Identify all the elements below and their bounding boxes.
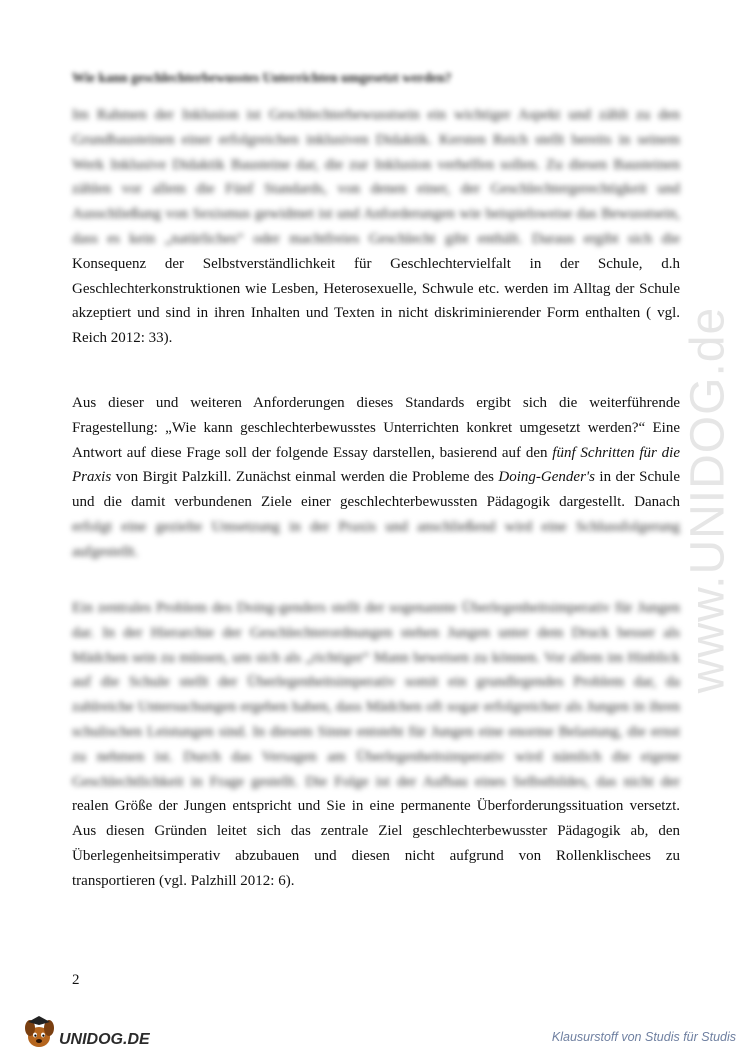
text-line <box>72 465 680 490</box>
watermark-text: www.UNIDOG.de <box>681 306 735 694</box>
text-segment: von Birgit Palzkill. Zunächst einmal werden die Probleme des <box>111 469 499 486</box>
text-line: Werk Inklusive Didaktik Bausteine dar, die zur Inklusion verhelfen sollen. Zu diesen Bausteinen <box>72 156 680 173</box>
text-line: und die damit verbundenen Ziele einer geschlechterbewussten Pädagogik dargestellt. Danach <box>72 494 680 511</box>
unidog-logo[interactable] <box>22 1012 162 1052</box>
text-segment: Antwort auf diese Frage soll der folgende Essay darstellen, basierend auf den <box>72 444 553 461</box>
text-line: Ein zentrales Problem des Doing-genders stellt der sogenannte Überlegenheitsimperativ für Jungen <box>72 600 680 616</box>
text-line: aufgestellt. <box>72 543 139 560</box>
text-line: Geschlechtlichkeit in Frage gestellt. Die Folge ist der Aufbau eines Selbstbildes, das nicht der <box>72 773 680 790</box>
text-line: transportieren (vgl. Palzhill 2012: 6). <box>72 872 295 889</box>
paragraph-3-blurred <box>72 596 680 794</box>
text-line: schulischen Leistungen sind. In diesem Sinne entsteht für Jungen eine enorme Belastung, die ernst <box>72 723 680 740</box>
text-line: Aus diesen Gründen leitet sich das zentrale Ziel geschlechterbewusster Pädagogik ab, den <box>72 823 680 840</box>
paragraph-1 <box>72 103 680 351</box>
text-line: Im Rahmen der Inklusion ist Geschlechterbewusstsein ein wichtiger Aspekt und zählt zu den <box>72 107 680 123</box>
text-line: Fragestellung: „Wie kann geschlechterbewusstes Unterrichten konkret umgesetzt werden?“ Eine <box>72 419 680 436</box>
text-segment: in der Schule <box>594 469 681 486</box>
text-line: Grundbausteinen einer erfolgreichen inklusiven Didaktik. Kersten Reich stellt bereits in seinem <box>72 131 680 148</box>
paragraph-3-clear <box>72 794 680 893</box>
text-line: auf die Schule stellt der Überlegenheitsimperativ somit ein grundlegendes Problem dar, da <box>72 674 680 691</box>
paragraph-2-clear <box>72 391 680 515</box>
paragraph-1-clear <box>72 252 680 351</box>
text-line: Reich 2012: 33). <box>72 330 173 347</box>
paragraph-3 <box>72 596 680 894</box>
text-line: Überlegenheitsimperativ abzubauen und diesen nicht aufgrund von Rollenklischees zu <box>72 847 680 864</box>
paragraph-1-blurred <box>72 103 680 252</box>
term-doing-gender: Doing-Gender's <box>498 469 595 486</box>
book-title-part-2: Praxis <box>72 469 112 486</box>
dog-icon <box>22 1012 162 1052</box>
paragraph-2 <box>72 391 680 565</box>
text-line: Geschlechterkonstruktionen wie Lesben, Heterosexuelle, Schwule etc. werden im Alltag der Schule <box>72 280 680 297</box>
logo-text: UNIDOG.DE <box>59 1031 150 1048</box>
text-line: zahlreiche Untersuchungen ergeben haben, dass Mädchen oft sogar erfolgreicher als Jungen in ihren <box>72 699 680 716</box>
text-line: erfolgt eine gezielte Umsetzung in der Praxis und anschließend wird eine Schlussfolgerung <box>72 518 680 535</box>
text-line: zählen vor allem die Fünf Standards, von denen einer, der Geschlechtergerechtigkeit und <box>72 181 680 198</box>
text-line: akzeptiert und sind in ihren Inhalten und Texten in nicht diskriminierender Form enthalten ( vgl. <box>72 305 680 322</box>
text-line: Mädchen sein zu müssen, um sich als „richtiger“ Mann beweisen zu können. Vor allem im Hinblick <box>72 649 680 666</box>
text-line: dass es kein „natürliches“ oder machtfreies Geschlecht gibt enthält. Daraus ergibt sich die <box>72 230 680 247</box>
section-heading: Wie kann geschlechterbewusstes Unterrichten umgesetzt werden? <box>72 70 452 85</box>
watermark <box>678 260 738 740</box>
footer-tagline: Klausurstoff von Studis für Studis <box>551 1030 736 1044</box>
book-title-part-1: fünf Schritten für die <box>552 444 680 461</box>
text-line: zu nehmen ist. Durch das Versagen am Überlegenheitsimperativ wird nämlich die eigene <box>72 748 680 765</box>
text-line: realen Größe der Jungen entspricht und Sie in eine permanente Überforderungssituation versetzt. <box>72 798 680 815</box>
text-line: dar. In der Hierarchie der Geschlechterordnungen stehen Jungen unter dem Druck besser als <box>72 624 680 641</box>
text-line <box>72 441 680 466</box>
text-line: Konsequenz der Selbstverständlichkeit für Geschlechtervielfalt in der Schule, d.h <box>72 255 680 272</box>
paragraph-2-blurred <box>72 515 680 565</box>
page-number: 2 <box>72 972 80 988</box>
text-line: Aus dieser und weiteren Anforderungen dieses Standards ergibt sich die weiterführende <box>72 395 680 411</box>
text-line: Ausschließung von Sexismus gewidmet ist und Anforderungen wie beispielsweise das Bewusstsein, <box>72 206 680 223</box>
